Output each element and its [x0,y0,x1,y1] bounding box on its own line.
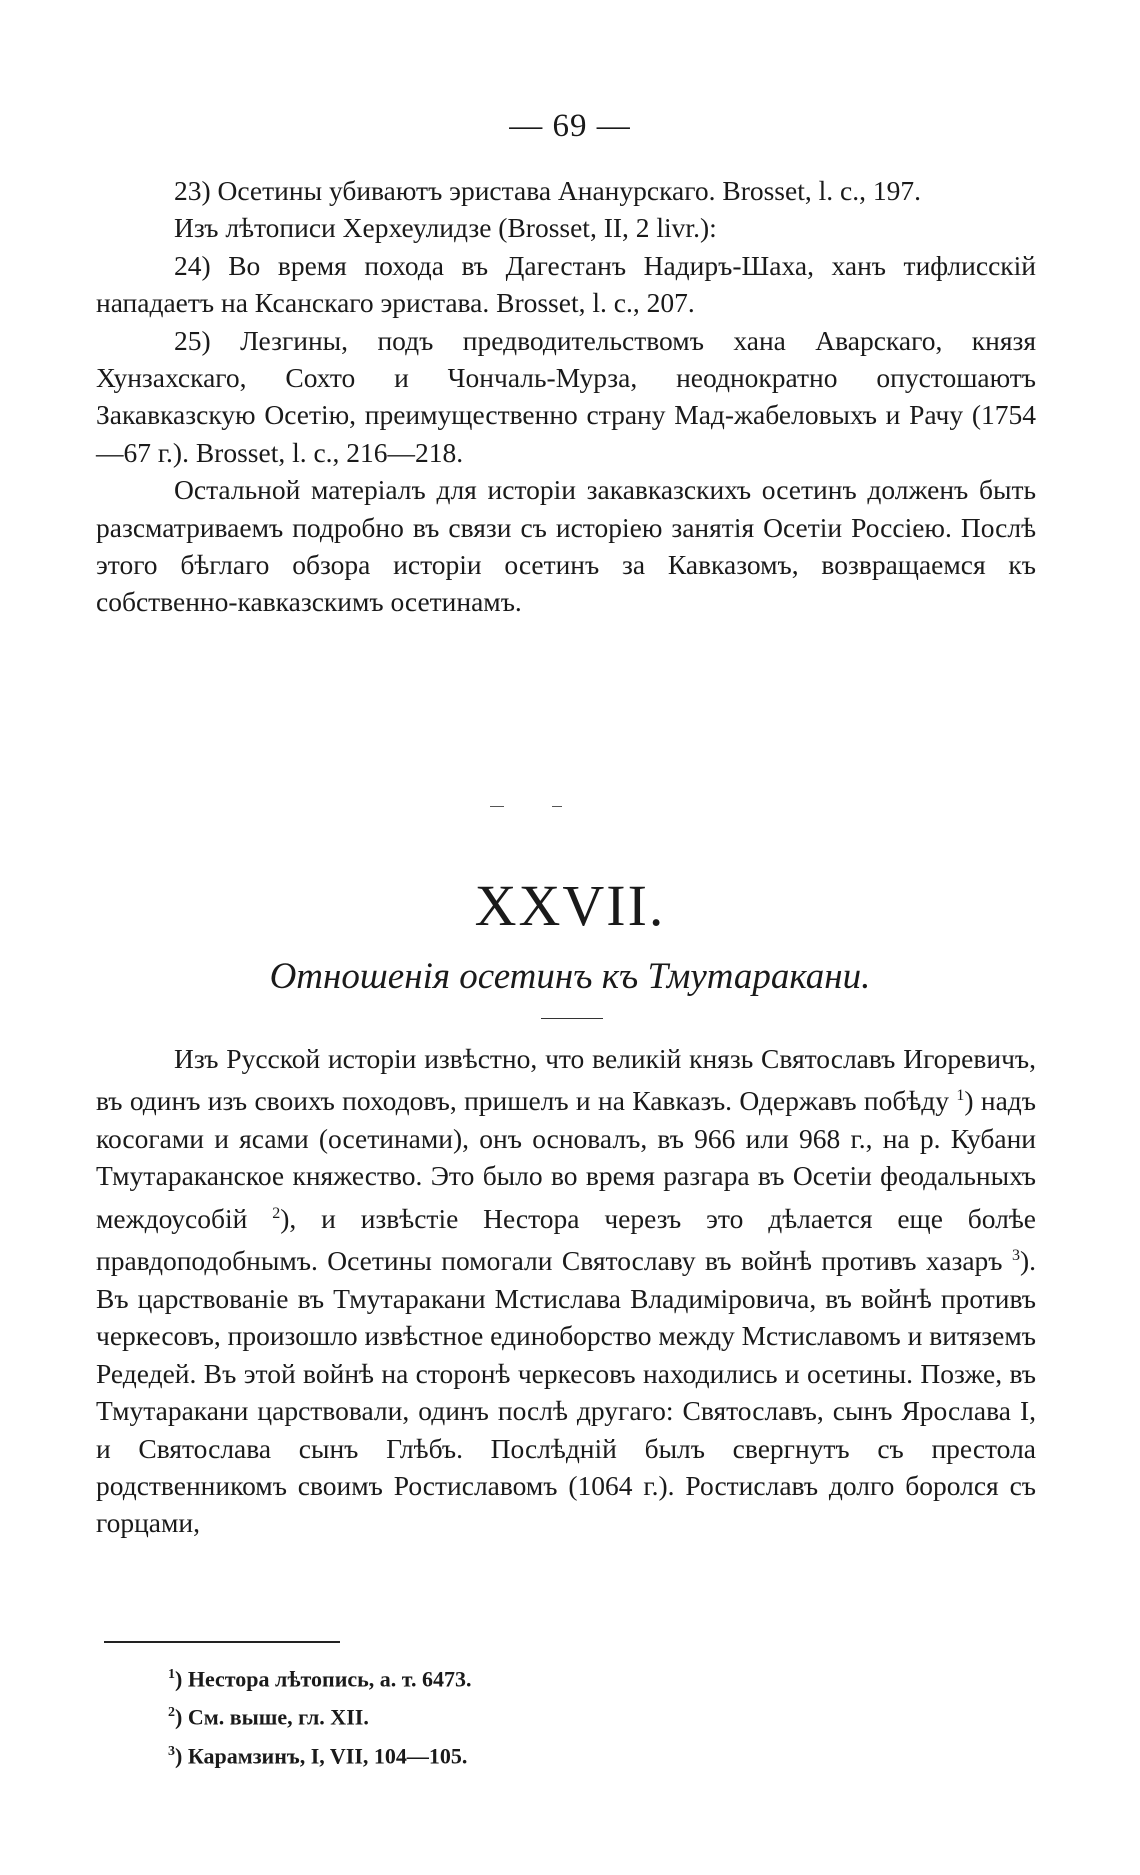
footnotes [168,1658,968,1773]
footnote-text-3: ) Карамзинъ, I, VII, 104—105. [175,1742,468,1768]
section-number: XXVII. [474,873,666,938]
footnote-mark-3: 3 [168,1743,175,1759]
footnote-mark-2: 2 [168,1705,175,1721]
footnote-text-1: ) Нестора лѣтопись, а. т. 6473. [175,1666,472,1692]
paragraph-remaining-material: Остальной матеріалъ для исторіи закавказскихъ осетинъ долженъ быть разсматриваемъ подробно въ связи съ исторіею занятія Осетіи Россіею. Послѣ этого бѣглаго обзора исторіи осетинъ за Кавказомъ, возвращаемся къ собственно-кавказскимъ осетинамъ. [96,474,1036,618]
footnote-1 [168,1658,968,1696]
main-text-block [96,1040,1036,1542]
section-break-mark [490,806,610,808]
footnote-divider [104,1641,340,1643]
paragraph-source-note: Изъ лѣтописи Херхеулидзе (Brosset, II, 2 livr.): [174,212,717,244]
paragraph-item-25: 25) Лезгины, подъ предводительствомъ хана Аварскаго, князя Хунзахскаго, Сохто и Чончаль-Мурза, неоднократно опустошаютъ Закавказскую Осетію, преимущественно страну Мад-жабеловыхъ и Рачу (1754—67 г.). Brosset, l. c., 216—218. [96,324,1036,468]
main-paragraph: Изъ Русской исторіи извѣстно, что великій князь Святославъ Игоревичъ, въ одинъ изъ своихъ походовъ, пришелъ и на Кавказъ. Одержавъ побѣду $^1$) надъ косогами и ясами (осетинами), онъ основалъ, въ 966 или 968 г., на р. Кубани Тмутараканское княжество. Это было во время разгара въ Осетіи феодальныхъ междоусобій $^2$), и извѣстіе Нестора черезъ это дѣлается еще болѣе правдоподобнымъ. Осетины помогали Святославу въ войнѣ противъ хазаръ $^3$). Въ царствованіе въ Тмутаракани Мстислава Владиміровича, въ войнѣ противъ черкесовъ, произошло извѣстное единоборство между Мстиславомъ и витяземъ Редедей. Въ этой войнѣ на сторонѣ черкесовъ находились и осетины. Позже, въ Тмутаракани царствовали, одинъ послѣ другаго: Святославъ, сынъ Ярослава I, и Святослава сынъ Глѣбъ. Послѣдній былъ свергнутъ съ престола родственникомъ своимъ Ростиславомъ (1064 г.). Ростиславъ долго боролся съ горцами, [96,1043,1037,1539]
paragraph-item-23: 23) Осетины убиваютъ эристава Ананурскаго. Brosset, l. c., 197. [174,175,921,206]
main-text-part-3: , и извѣстіе Нестора черезъ это дѣлается еще болѣе правдоподобнымъ. Осетины помогали Святославу въ войнѣ противъ хазаръ [96,1202,1037,1277]
main-text-part-4: ). Въ царствованіе въ Тмутаракани Мстислава Владиміровича, въ войнѣ противъ черкесовъ, произошло извѣстное единоборство между Мстиславомъ и витяземъ Редедей. Въ этой войнѣ на сторонѣ черкесовъ находились и осетины. Позже, въ Тмутаракани царствовали, одинъ послѣ другаго: Святославъ, сынъ Ярослава I, и Святослава сынъ Глѣбъ. Послѣдній былъ свергнутъ съ престола родственникомъ своимъ Ростиславомъ (1064 г.). Ростиславъ долго боролся съ горцами, [96,1245,1037,1539]
main-text-part-2: надъ косогами и ясами (осетинами), онъ основалъ, въ 966 или 968 г., на р. Кубани Тмутараканское княжество. Это было во время разгара въ Осетіи феодальныхъ междоусобій [96,1085,1036,1234]
footnote-2 [168,1696,968,1734]
paragraph-item-24: 24) Во время похода въ Дагестанъ Надиръ-Шаха, ханъ тифлисскій нападаетъ на Ксанскаго эристава. Brosset, l. c., 207. [96,249,1036,319]
title-divider [541,1018,603,1019]
footnote-ref-2: 2 [272,1204,281,1222]
footnote-ref-3: 3 [1011,1247,1020,1265]
footnote-text-2: ) См. выше, гл. XII. [175,1704,369,1730]
page-number: — 69 — [509,108,631,144]
main-text-part-1: Изъ Русской исторіи извѣстно, что великій князь Святославъ Игоревичъ, въ одинъ изъ своихъ походовъ, пришелъ и на Кавказъ. Одержавъ побѣду [96,1043,1036,1117]
footnote-mark-1: 1 [168,1667,175,1682]
top-text-block [96,172,1036,621]
footnote-ref-1: 1 [956,1087,965,1105]
section-title: Отношенія осетинъ къ Тмутаракани. [269,956,871,997]
footnote-3 [168,1735,968,1773]
